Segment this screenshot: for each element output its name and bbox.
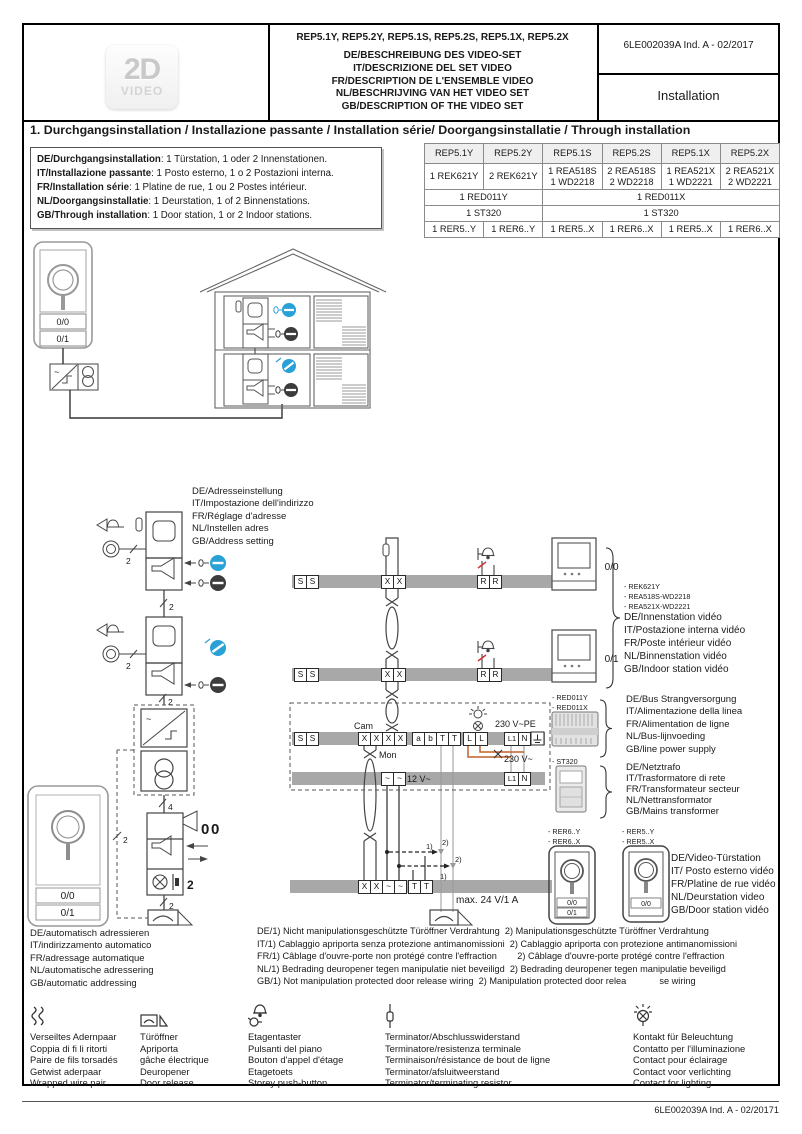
table-cell: 2 REA521X 2 WD2221	[721, 164, 779, 190]
terminal-l1: L1	[504, 732, 520, 746]
indoor-station-refs: - REK621Y - REA518S-WD2218 - REA521X-WD2221	[624, 582, 691, 611]
document-reference: 6LE002039A Ind. A - 02/2017	[623, 40, 754, 51]
terminal-x: X	[382, 732, 395, 746]
label-cam: Cam	[354, 721, 374, 731]
svg-text:1: 1	[573, 910, 577, 917]
terminal-r: R	[489, 575, 502, 589]
svg-text:0/: 0/	[56, 317, 64, 327]
svg-text:2: 2	[169, 901, 174, 911]
svg-text:2: 2	[169, 602, 174, 612]
address-setting-text: DE/Adresseinstellung IT/Impostazione dell'indirizzo FR/Réglage d'adresse NL/Instellen adres GB/Address setting	[192, 486, 314, 547]
logo-subtext: VIDEO	[120, 84, 164, 98]
terminal-ac: ~	[394, 880, 407, 894]
door-release-icon	[140, 1004, 240, 1028]
svg-text:2): 2)	[455, 855, 462, 864]
product-codes: REP5.1Y, REP5.2Y, REP5.1S, REP5.2S, REP5.1X, REP5.2X	[296, 32, 569, 43]
svg-text:1: 1	[613, 654, 619, 665]
terminal-ac: ~	[393, 772, 406, 786]
footer-rule	[22, 1101, 779, 1102]
svg-text:1): 1)	[440, 872, 447, 881]
section-title: 1. Durchgangsinstallation / Installazione passante / Installation série/ Doorgangsinstallatie / Through installation	[30, 123, 691, 137]
footer-reference: 6LE002039A Ind. A - 02/20171	[654, 1105, 779, 1115]
svg-text:2: 2	[168, 697, 173, 707]
psu-text: DE/Bus Strangversorgung IT/Alimentazione della linea FR/Alimentation de ligne NL/Bus-lijnvoeding GB/line power supply	[626, 694, 743, 755]
svg-text:0: 0	[613, 562, 619, 573]
psu-refs: - RED011Y - RED011X	[552, 693, 588, 712]
terminal-x: X	[358, 880, 371, 894]
terminator-icon	[385, 1004, 615, 1028]
svg-text:0/: 0/	[60, 908, 69, 919]
terminal-x: X	[370, 732, 383, 746]
legend-terminator: Terminator/Abschlusswiderstand Terminatore/resistenza terminale Terminaison/résistance de bout de ligne Terminator/afsluitweerstand Terminator/terminating resistor	[385, 1004, 615, 1089]
indoor-station-text: DE/Innenstation vidéo IT/Postazione interna vidéo FR/Poste intérieur vidéo NL/Binnenstation vidéo GB/Indoor station vidéo	[624, 612, 746, 675]
terminal-s: S	[294, 668, 307, 682]
transformer-text: DE/Netztrafo IT/Trasformatore di rete FR/Transformateur secteur NL/Nettransformator GB/Mains transformer	[626, 762, 740, 817]
terminal-ac: ~	[382, 880, 395, 894]
terminal-x: X	[370, 880, 383, 894]
table-cell: 1 REA521X 1 WD2221	[662, 164, 720, 190]
terminal-x: X	[381, 668, 394, 682]
terminal-b: b	[424, 732, 437, 746]
terminal-r: R	[489, 668, 502, 682]
svg-text:2): 2)	[442, 838, 449, 847]
logo-text: 2D	[123, 53, 161, 86]
label-230v: 230 V~	[504, 754, 533, 764]
legend-lighting-contact: Kontakt für Beleuchtung Contatto per l'illuminazione Contact pour éclairage Contact voor verlichting Contact for lighting	[633, 1004, 773, 1089]
document-type: Installation	[657, 88, 720, 103]
table-cell: 1 RER6..X	[603, 222, 661, 237]
svg-text:0/: 0/	[567, 910, 573, 917]
table-header: REP5.1S	[543, 144, 601, 163]
svg-text:1: 1	[69, 908, 75, 919]
terminal-n: N	[518, 732, 531, 746]
terminal-l: L	[475, 732, 488, 746]
svg-text:~: ~	[146, 714, 152, 724]
table-cell: 1 RER6..Y	[484, 222, 542, 237]
legend-storey-push-button: Etagentaster Pulsanti del piano Bouton d'appel d'étage Etagetoets Storey push-button	[248, 1004, 376, 1089]
terminal-r: R	[477, 575, 490, 589]
table-cell: 1 RED011X	[543, 190, 779, 205]
terminal-x: X	[394, 732, 407, 746]
terminal-n: N	[518, 772, 531, 786]
svg-text:2: 2	[126, 661, 131, 671]
terminal-a: a	[412, 732, 425, 746]
table-cell: 1 RER5..X	[662, 222, 720, 237]
svg-text:0: 0	[573, 900, 577, 907]
installation-description: DE/Durchgangsinstallation: 1 Türstation, 1 oder 2 Innenstationen. IT/Installazione passante: 1 Posto esterno, 1 o 2 Postazioni interna. FR/Installation série: 1 Platine de rue, 1 ou 2 Postes intérieur. NL/Doorgangsinstallatie: 1 Deurstation, 1 of 2 Binnenstations. GB/Through installation: 1 Door station, 1 or 2 Indoor stations.	[30, 147, 382, 229]
svg-text:2: 2	[123, 835, 128, 845]
door-station-refs-rer6: - RER6..Y - RER6..X	[548, 827, 581, 846]
table-cell: 2 REK621Y	[484, 164, 542, 190]
header-divider	[597, 73, 778, 75]
storey-push-button-icon	[248, 1004, 376, 1028]
terminal-r: R	[477, 668, 490, 682]
table-cell: 1 REK621Y	[425, 164, 483, 190]
lighting-contact-icon	[633, 1004, 773, 1028]
table-cell: 1 RER5..Y	[425, 222, 483, 237]
table-cell: 1 RED011Y	[425, 190, 542, 205]
document-title: DE/BESCHREIBUNG DES VIDEO-SET IT/DESCRIZIONE DEL SET VIDEO FR/DESCRIPTION DE L'ENSEMBLE VIDEO NL/BESCHRIJVING VAN HET VIDEO SET GB/DESCRIPTION OF THE VIDEO SET	[331, 50, 534, 113]
door-station-text: DE/Video-Türstation IT/ Posto esterno vidéo FR/Platine de rue vidéo NL/Deurstation video GB/Door station vidéo	[671, 853, 776, 916]
terminal-s: S	[294, 575, 307, 589]
terminal-t: T	[436, 732, 449, 746]
table-cell: 1 RER5..X	[543, 222, 601, 237]
terminal-t: T	[408, 880, 421, 894]
svg-text:0/: 0/	[641, 901, 647, 908]
terminal-x: X	[358, 732, 371, 746]
2d-video-logo	[106, 45, 178, 109]
terminal-x: X	[393, 575, 406, 589]
table-header: REP5.2Y	[484, 144, 542, 163]
header-divider	[597, 23, 599, 120]
svg-text:0: 0	[201, 821, 210, 838]
table-header: REP5.2S	[603, 144, 661, 163]
terminal-l1: L1	[504, 772, 520, 786]
terminal-s: S	[294, 732, 307, 746]
terminal-s: S	[306, 668, 319, 682]
svg-text:0: 0	[64, 317, 70, 327]
legend-twisted-pair: Verseiltes Adernpaar Coppia di fi li ritorti Paire de fils torsadés Getwist aderpaar Wrapped wire pair	[30, 1004, 136, 1089]
svg-text:~: ~	[54, 367, 60, 377]
terminal-t: T	[448, 732, 461, 746]
terminal-t: T	[420, 880, 433, 894]
svg-text:0/: 0/	[604, 562, 613, 573]
svg-text:2: 2	[126, 556, 131, 566]
label-230vpe: 230 V~PE	[495, 719, 536, 729]
table-header: REP5.1Y	[425, 144, 483, 163]
terminal-x: X	[393, 668, 406, 682]
terminal-ac: ~	[381, 772, 394, 786]
label-12v: 12 V~	[407, 774, 431, 784]
header-bottom-rule	[24, 120, 778, 122]
terminal-l: L	[463, 732, 476, 746]
table-cell: 2 REA518S 2 WD2218	[603, 164, 661, 190]
svg-text:4: 4	[168, 802, 173, 812]
table-cell: 1 RER6..X	[721, 222, 779, 237]
svg-text:0/: 0/	[60, 891, 69, 902]
svg-text:0/: 0/	[56, 334, 64, 344]
svg-text:0/: 0/	[567, 900, 573, 907]
svg-text:0/: 0/	[604, 654, 613, 665]
label-mon: Mon	[379, 750, 397, 760]
set-contents-table	[424, 143, 780, 238]
table-cell: 1 ST320	[543, 206, 779, 221]
label-max-current: max. 24 V/1 A	[456, 895, 519, 906]
svg-text:0: 0	[69, 891, 75, 902]
svg-text:0: 0	[647, 901, 651, 908]
table-header: REP5.2X	[721, 144, 779, 163]
wiring-footnotes: DE/1) Nicht manipulationsgeschützte Türöffner Verdrahtung 2) Manipulationsgeschützte Türöffner Verdrahtung IT/1) Cablaggio apriporta senza protezione antimanomissioni 2) Cablaggio apriporta con protezione antimanomissioni FR/1) Câblage d'ouvre-porte non protégé contre l'effraction 2) Câblage d'ouvre-porte protégé contre l'effraction NL/1) Bedrading deuropener tegen manipulatie niet beveiligd 2) Bedrading deuropener tegen manipulatie beveiligd GB/1) Not manipulation protected door release wiring 2) Manipulation protected door relea se wiring	[257, 926, 738, 986]
table-header: REP5.1X	[662, 144, 720, 163]
terminal-x: X	[381, 575, 394, 589]
legend-door-release: Türöffner Apriporta gâche électrique Deuropener Door release	[140, 1004, 240, 1089]
svg-text:2: 2	[187, 878, 194, 892]
table-cell: 1 ST320	[425, 206, 542, 221]
auto-addressing-text: DE/automatisch adressieren IT/indirizzamento automatico FR/adressage automatique NL/automatische adressering GB/automatic addressing	[30, 928, 154, 989]
terminal-s: S	[306, 732, 319, 746]
table-cell: 1 REA518S 1 WD2218	[543, 164, 601, 190]
svg-text:1: 1	[64, 334, 70, 344]
svg-text:1): 1)	[426, 842, 433, 851]
twisted-pair-icon	[30, 1004, 136, 1028]
door-station-refs-rer5: - RER5..Y - RER5..X	[622, 827, 655, 846]
svg-text:0: 0	[211, 821, 220, 838]
terminal-s: S	[306, 575, 319, 589]
transformer-ref: - ST320	[552, 757, 578, 766]
